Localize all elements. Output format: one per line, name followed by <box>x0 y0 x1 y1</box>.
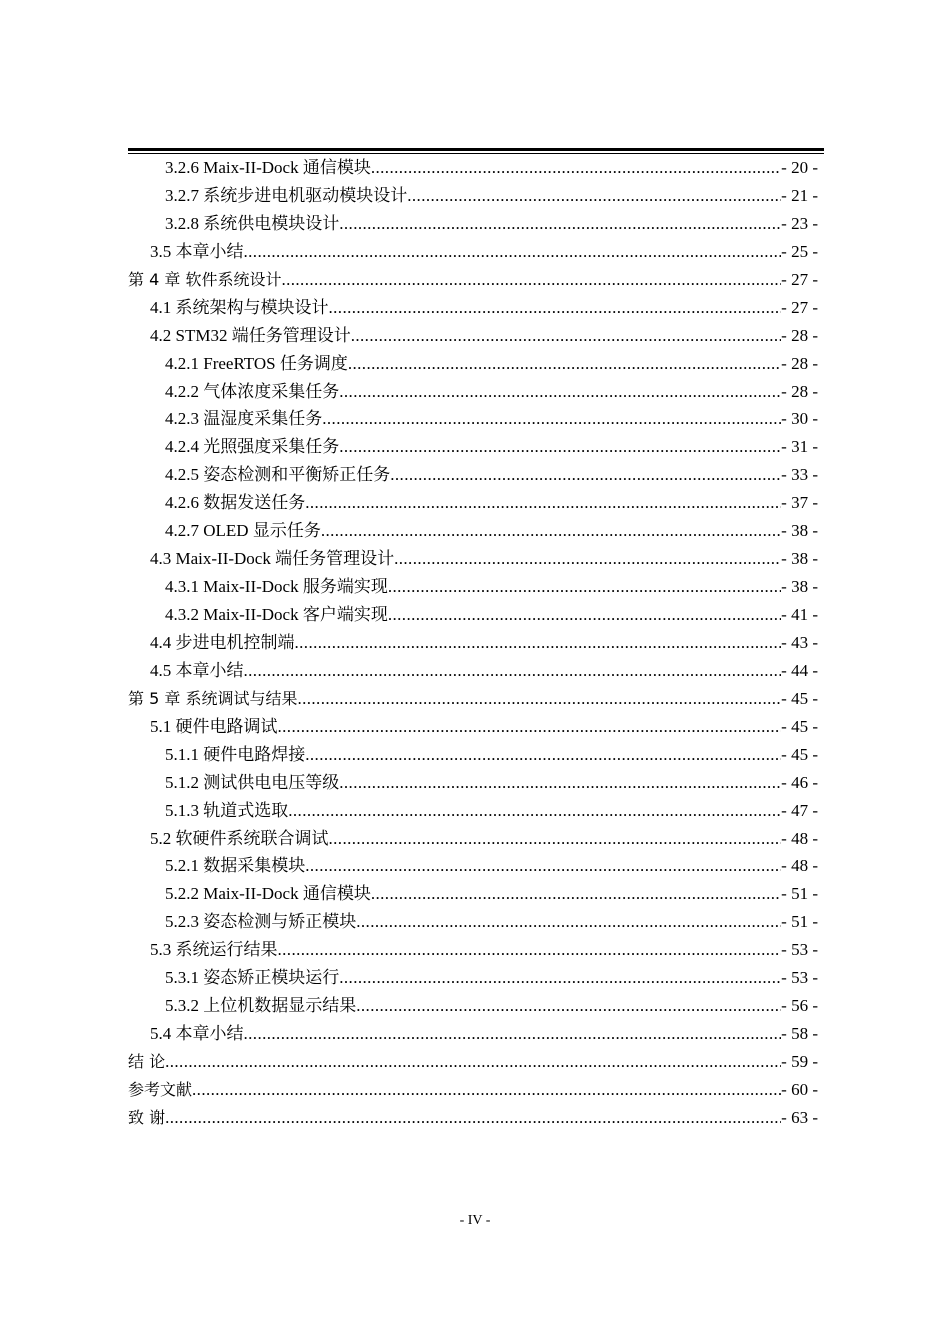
toc-entry[interactable] <box>128 1104 818 1132</box>
toc-entry-page: - 25 - <box>781 241 818 261</box>
toc-entry-page: - 47 - <box>781 800 818 820</box>
toc-dot-leader <box>371 154 781 182</box>
toc-entry[interactable] <box>128 908 818 936</box>
toc-entry-title: 3.2.7 系统步进电机驱动模块设计 <box>165 185 408 205</box>
toc-entry-title: 5.1.1 硬件电路焊接 <box>165 744 306 764</box>
toc-entry[interactable] <box>128 880 818 908</box>
toc-entry-title: 4.3.1 Maix-II-Dock 服务端实现 <box>165 577 388 597</box>
toc-entry-title: 4.2.5 姿态检测和平衡矫正任务 <box>165 465 391 485</box>
toc-entry-page: - 56 - <box>781 996 818 1016</box>
toc-entry-page: - 27 - <box>781 297 818 317</box>
toc-entry-title: 5.3 系统运行结果 <box>150 940 278 960</box>
toc-dot-leader <box>339 378 781 406</box>
toc-dot-leader <box>339 964 781 992</box>
toc-entry-page: - 21 - <box>781 185 818 205</box>
toc-entry-title: 3.2.8 系统供电模块设计 <box>165 213 340 233</box>
toc-entry-page: - 59 - <box>781 1052 818 1071</box>
toc-entry[interactable] <box>128 461 818 489</box>
toc-entry[interactable] <box>128 657 818 685</box>
toc-entry-page: - 44 - <box>781 660 818 680</box>
toc-dot-leader <box>388 601 781 629</box>
toc-entry[interactable] <box>128 350 818 378</box>
toc-dot-leader <box>165 1048 781 1076</box>
toc-entry-page: - 53 - <box>781 940 818 960</box>
toc-entry[interactable] <box>128 601 818 629</box>
toc-entry-page: - 43 - <box>781 632 818 652</box>
toc-entry-title: 3.5 本章小结 <box>150 241 244 261</box>
toc-dot-leader <box>388 573 781 601</box>
toc-entry-title: 5.1 硬件电路调试 <box>150 716 278 736</box>
toc-entry[interactable] <box>128 517 818 545</box>
toc-entry-page: - 23 - <box>781 213 818 233</box>
toc-entry-page: - 41 - <box>781 605 818 624</box>
toc-entry[interactable] <box>128 629 818 657</box>
toc-dot-leader <box>339 210 781 238</box>
toc-entry[interactable] <box>128 741 818 769</box>
toc-entry[interactable] <box>128 852 818 880</box>
toc-entry-title: 4.1 系统架构与模块设计 <box>150 297 329 317</box>
toc-entry-page: - 37 - <box>781 493 818 513</box>
toc-dot-leader <box>351 322 781 350</box>
toc-entry-title: 5.3.2 上位机数据显示结果 <box>165 996 357 1016</box>
toc-dot-leader <box>329 294 782 322</box>
toc-entry[interactable] <box>128 825 818 853</box>
toc-entry[interactable] <box>128 1076 818 1104</box>
toc-entry[interactable] <box>128 573 818 601</box>
toc-entry[interactable] <box>128 964 818 992</box>
toc-entry-title: 5.2.1 数据采集模块 <box>165 856 306 876</box>
toc-entry-page: - 31 - <box>781 437 818 457</box>
toc-entry[interactable] <box>128 294 818 322</box>
toc-entry-page: - 28 - <box>781 381 818 401</box>
toc-entry[interactable] <box>128 210 818 238</box>
toc-dot-leader <box>244 238 782 266</box>
toc-entry-page: - 45 - <box>781 716 818 736</box>
toc-entry-page: - 38 - <box>781 577 818 597</box>
toc-entry-page: - 30 - <box>781 409 818 429</box>
toc-dot-leader <box>339 433 781 461</box>
toc-dot-leader <box>390 461 781 489</box>
toc-dot-leader <box>281 266 781 294</box>
toc-entry[interactable] <box>128 545 818 573</box>
toc-dot-leader <box>407 182 781 210</box>
toc-entry-title: 5.2 软硬件系统联合调试 <box>150 828 329 848</box>
toc-entry-page: - 38 - <box>781 521 818 541</box>
toc-entry-title: 4.2.1 FreeRTOS 任务调度 <box>165 353 348 373</box>
toc-entry-title: 4.2 STM32 端任务管理设计 <box>150 325 351 345</box>
toc-entry-page: - 45 - <box>781 688 818 708</box>
toc-entry-title: 4.2.3 温湿度采集任务 <box>165 409 323 429</box>
table-of-contents <box>128 154 818 1132</box>
toc-entry-title: 第 4 章 软件系统设计 <box>128 269 282 289</box>
toc-entry[interactable] <box>128 685 818 713</box>
toc-entry-title: 3.2.6 Maix-II-Dock 通信模块 <box>165 158 371 177</box>
toc-entry[interactable] <box>128 154 818 182</box>
toc-entry-page: - 46 - <box>781 772 818 792</box>
toc-entry[interactable] <box>128 182 818 210</box>
toc-dot-leader <box>288 797 781 825</box>
toc-dot-leader <box>295 629 782 657</box>
toc-entry[interactable] <box>128 1020 818 1048</box>
toc-entry-page: - 48 - <box>781 856 818 876</box>
toc-dot-leader <box>165 1104 781 1132</box>
toc-entry[interactable] <box>128 1048 818 1076</box>
toc-dot-leader <box>329 825 782 853</box>
toc-dot-leader <box>348 350 781 378</box>
toc-entry[interactable] <box>128 769 818 797</box>
toc-entry-title: 4.2.6 数据发送任务 <box>165 493 306 513</box>
toc-entry-title: 5.2.3 姿态检测与矫正模块 <box>165 912 357 932</box>
toc-entry-title: 4.2.2 气体浓度采集任务 <box>165 381 340 401</box>
toc-dot-leader <box>305 489 781 517</box>
toc-dot-leader <box>305 741 781 769</box>
toc-entry-title: 5.1.3 轨道式选取 <box>165 800 289 820</box>
toc-entry[interactable] <box>128 713 818 741</box>
toc-entry-page: - 33 - <box>781 465 818 485</box>
toc-dot-leader <box>371 880 781 908</box>
toc-entry-title: 4.3 Maix-II-Dock 端任务管理设计 <box>150 549 395 569</box>
toc-dot-leader <box>297 685 781 713</box>
toc-entry-page: - 20 - <box>781 158 818 177</box>
toc-entry-title: 4.3.2 Maix-II-Dock 客户端实现 <box>165 605 388 624</box>
toc-dot-leader <box>356 908 781 936</box>
header-rule-thick <box>128 148 824 151</box>
toc-entry-page: - 27 - <box>781 269 818 289</box>
toc-entry[interactable] <box>128 378 818 406</box>
toc-dot-leader <box>322 405 781 433</box>
toc-entry-title: 5.2.2 Maix-II-Dock 通信模块 <box>165 884 371 904</box>
toc-entry-title: 结 论 <box>128 1052 166 1071</box>
toc-dot-leader <box>244 657 782 685</box>
toc-dot-leader <box>192 1076 781 1104</box>
toc-dot-leader <box>321 517 781 545</box>
toc-entry-title: 第 5 章 系统调试与结果 <box>128 688 298 708</box>
toc-entry[interactable] <box>128 489 818 517</box>
toc-entry-page: - 53 - <box>781 968 818 988</box>
toc-entry-title: 4.4 步进电机控制端 <box>150 632 295 652</box>
toc-entry[interactable] <box>128 433 818 461</box>
toc-entry-page: - 58 - <box>781 1024 818 1044</box>
toc-entry-title: 致 谢 <box>128 1107 166 1127</box>
toc-entry[interactable] <box>128 238 818 266</box>
toc-entry[interactable] <box>128 797 818 825</box>
toc-entry[interactable] <box>128 405 818 433</box>
toc-dot-leader <box>244 1020 782 1048</box>
toc-entry-page: - 28 - <box>781 325 818 345</box>
toc-entry-title: 4.5 本章小结 <box>150 660 244 680</box>
toc-entry-page: - 63 - <box>781 1107 818 1127</box>
toc-entry-page: - 28 - <box>781 353 818 373</box>
toc-entry[interactable] <box>128 322 818 350</box>
toc-entry[interactable] <box>128 992 818 1020</box>
toc-entry-title: 5.1.2 测试供电电压等级 <box>165 772 340 792</box>
toc-entry-title: 4.2.7 OLED 显示任务 <box>165 521 321 541</box>
toc-entry-page: - 48 - <box>781 828 818 848</box>
toc-entry-page: - 51 - <box>781 912 818 932</box>
toc-entry-title: 4.2.4 光照强度采集任务 <box>165 437 340 457</box>
toc-entry-page: - 38 - <box>781 549 818 569</box>
page-number-footer: - IV - <box>459 1213 491 1228</box>
toc-entry-page: - 60 - <box>781 1079 818 1099</box>
toc-dot-leader <box>278 713 782 741</box>
toc-dot-leader <box>339 769 781 797</box>
toc-entry-page: - 45 - <box>781 744 818 764</box>
toc-entry-title: 参考文献 <box>128 1079 193 1099</box>
toc-dot-leader <box>394 545 781 573</box>
toc-dot-leader <box>278 936 782 964</box>
toc-dot-leader <box>356 992 781 1020</box>
toc-entry-title: 5.3.1 姿态矫正模块运行 <box>165 968 340 988</box>
toc-entry[interactable] <box>128 266 818 294</box>
toc-dot-leader <box>305 852 781 880</box>
toc-entry[interactable] <box>128 936 818 964</box>
toc-entry-title: 5.4 本章小结 <box>150 1024 244 1044</box>
toc-entry-page: - 51 - <box>781 884 818 904</box>
